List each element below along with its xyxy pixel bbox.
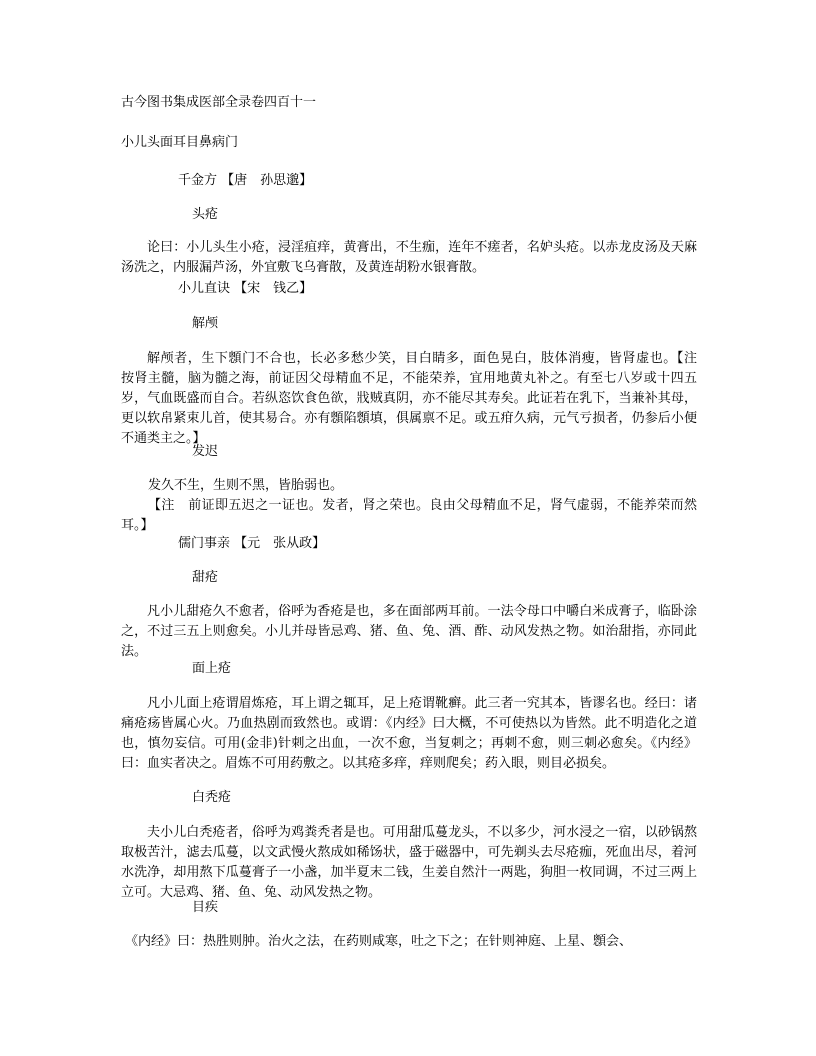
source-qianjin: 千金方 【唐 孙思邈】 [178,173,313,188]
heading-touchuang: 头疮 [192,207,219,222]
heading-muji: 目疾 [192,900,219,915]
paragraph-fachi-1: 发久不生，生则不黑，皆胎弱也。 [148,478,344,493]
paragraph-jielu: 解颅者，生下顖门不合也，长必多愁少笑，目白睛多，面色晃白，肢体消瘦，皆肾虚也。【注 按肾主髓，脑为髓之海，前证因父母精血不足，不能荣养，宜用地黄丸补之。有至七八岁或十四五岁，气血既盛而自合。若纵恣饮食色欲，戕贼真阴，亦不能尽其寿矣。此证若在乳下，当兼补其母，更以软帛紧束儿首，使其易合。亦有顖陷顖填，俱属禀不足。或五疳久病，元气亏损者，仍参后小便不通类主之。】 [121,351,711,446]
heading-tianchuang: 甜疮 [192,570,219,585]
paragraph-touchuang: 论曰：小儿头生小疮，浸淫疽痒，黄膏出，不生痂，连年不瘥者，名妒头疮。以赤龙皮汤及天麻汤洗之，内服漏芦汤，外宜敷飞乌膏散，及黄连胡粉水银膏散。 [121,240,697,275]
paragraph-muji: 《内经》曰：热胜则肿。治火之法，在药则咸寒，吐之下之；在针则神庭、上星、顖会、 [125,934,633,949]
source-zhijue: 小儿直诀 【宋 钱乙】 [178,281,313,296]
heading-fachi: 发迟 [192,444,219,459]
source-rumen: 儒门事亲 【元 张从政】 [178,536,326,551]
heading-jielu: 解颅 [192,316,219,331]
book-title: 古今图书集成医部全录卷四百十一 [121,95,317,110]
paragraph-tianchuang: 凡小儿甜疮久不愈者，俗呼为香疮是也，多在面部两耳前。一法令母口中嚼白米成膏子，临卧涂之，不过三五上则愈矣。小儿并母皆忌鸡、猪、鱼、兔、酒、酢、动风发热之物。如治甜指，亦同此法。 [121,604,697,659]
heading-baitu: 白秃疮 [192,790,232,805]
section-title: 小儿头面耳目鼻病门 [121,135,239,150]
paragraph-fachi-2: 【注 前证即五迟之一证也。发者，肾之荣也。良由父母精血不足，肾气虚弱，不能养荣而然耳。】 [121,498,697,533]
heading-mianshang: 面上疮 [192,661,232,676]
paragraph-mianshang: 凡小儿面上疮谓眉炼疮，耳上谓之辄耳，足上疮谓靴癣。此三者一究其本，皆谬名也。经曰：诸痛疮疡皆属心火。乃血热剧而致然也。或谓：《内经》曰大概，不可使热以为皆然。此不明造化之道也，慎勿妄信。可用(金非)针刺之出血，一次不愈，当复刺之；再刺不愈，则三刺必愈矣。《内经》曰：血实者决之。眉炼不可用药敷之。以其疮多痒，痒则爬矣；药入眼，则目必损矣。 [121,696,697,771]
paragraph-baitu: 夫小儿白秃疮者，俗呼为鸡粪秃者是也。可用甜瓜蔓龙头，不以多少，河水浸之一宿，以砂锅熬取极苦汁，滤去瓜蔓，以文武慢火熬成如稀饧状，盛于磁器中，可先剃头去尽疮痂，死血出尽，着河水洗净，却用熬下瓜蔓膏子一小盏，加半夏末二钱，生姜自然汁一两匙，狗胆一枚同调，不过三两上立可。大忌鸡、猪、鱼、兔、动风发热之物。 [121,825,697,900]
